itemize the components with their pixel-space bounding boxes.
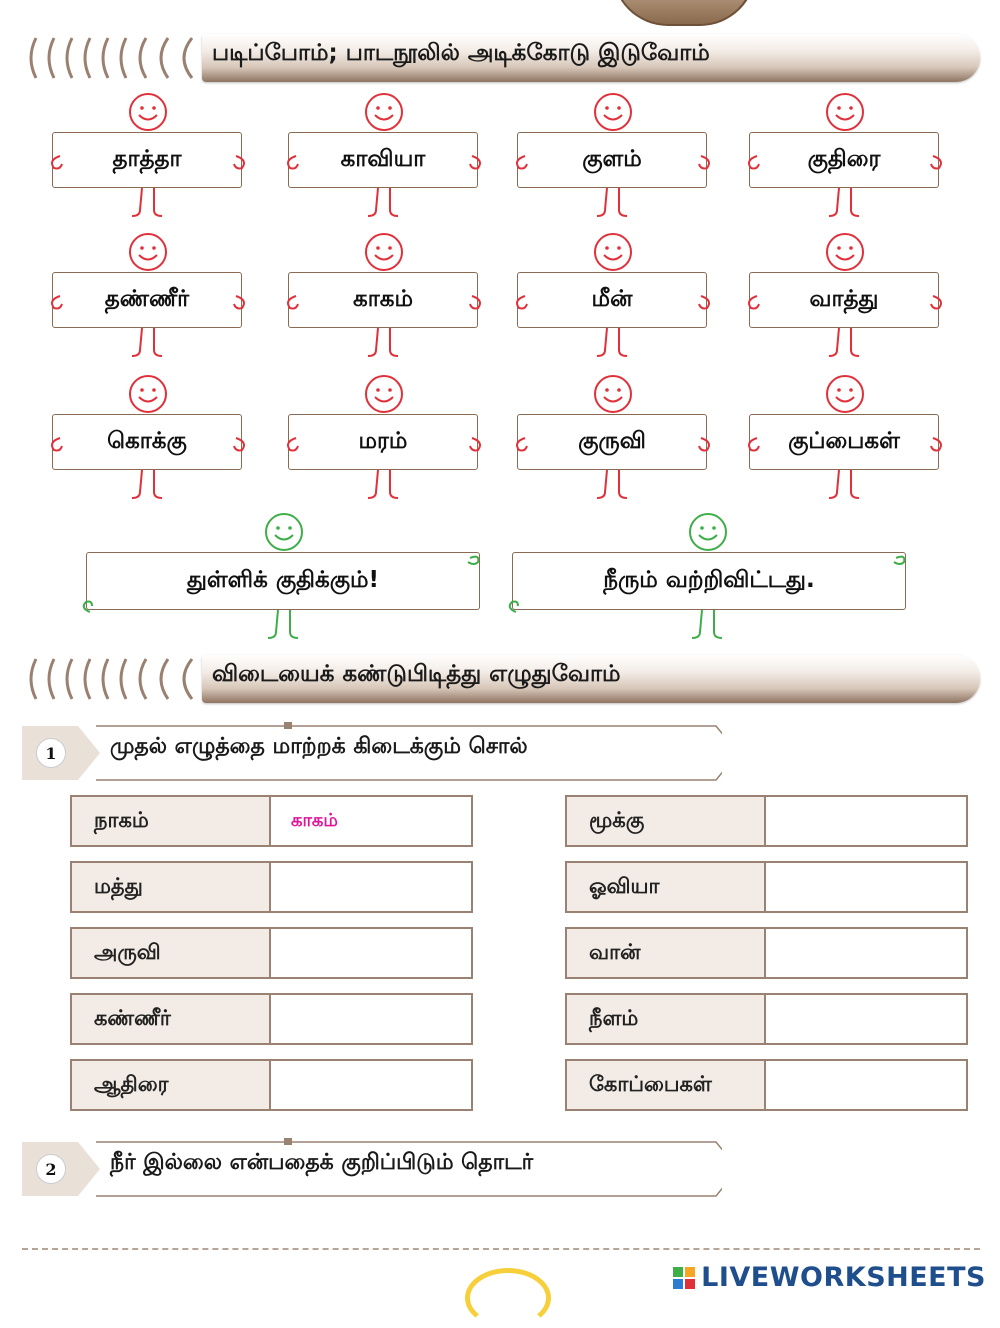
section-banner-read <box>22 34 980 82</box>
legs-icon <box>126 328 170 362</box>
hands-icon <box>278 424 490 464</box>
section-title: படிப்போம்; பாடநூலில் அடிக்கோடு இடுவோம் <box>212 40 710 66</box>
legs-icon <box>823 328 867 362</box>
word-card <box>50 232 250 372</box>
hands-icon <box>42 282 254 322</box>
answer-table-right <box>565 795 968 1125</box>
hands-icon <box>278 142 490 182</box>
table-row <box>565 1059 968 1111</box>
answer-table-left <box>70 795 473 1125</box>
banner-stripes-icon <box>22 34 222 82</box>
smiley-face-icon <box>364 92 404 132</box>
logo-squares-icon <box>673 1267 695 1289</box>
footer-divider <box>22 1248 980 1250</box>
given-word: மத்து <box>94 873 143 898</box>
given-word: அருவி <box>94 939 161 964</box>
word-card <box>747 232 947 372</box>
hands-icon <box>278 282 490 322</box>
word-card <box>515 232 715 372</box>
word-card <box>50 374 250 514</box>
word-text: மரம் <box>358 427 408 454</box>
answer-input-cell[interactable] <box>766 993 968 1045</box>
word-text: தாத்தா <box>112 145 182 172</box>
table-row <box>70 861 473 913</box>
word-card <box>286 92 486 232</box>
given-word-cell <box>70 993 271 1045</box>
given-word: மூக்கு <box>589 807 645 832</box>
hands-icon <box>739 282 951 322</box>
table-row <box>565 861 968 913</box>
table-row <box>70 993 473 1045</box>
given-word: வான் <box>589 939 641 964</box>
legs-icon <box>591 188 635 222</box>
legs-icon <box>823 188 867 222</box>
banner-stripes-icon <box>22 655 222 703</box>
question-2-label <box>22 1138 722 1198</box>
word-text: மீன் <box>591 285 633 312</box>
hands-icon <box>42 424 254 464</box>
given-word-cell <box>565 1059 766 1111</box>
given-word-cell <box>565 861 766 913</box>
hands-icon <box>42 142 254 182</box>
question-1-label <box>22 722 722 782</box>
word-text: குளம் <box>582 145 642 172</box>
table-row <box>70 927 473 979</box>
answer-input-cell[interactable] <box>766 795 968 847</box>
question-number-badge: 2 <box>36 1154 66 1184</box>
given-word: கண்ணீர் <box>94 1005 171 1030</box>
legs-icon <box>126 470 170 504</box>
smiley-face-icon <box>825 374 865 414</box>
word-card <box>286 232 486 372</box>
given-word: நாகம் <box>94 807 149 832</box>
smiley-face-icon <box>364 374 404 414</box>
table-row <box>565 795 968 847</box>
section-title: விடையைக் கண்டுபிடித்து எழுதுவோம் <box>212 661 621 687</box>
answer-input-cell[interactable] <box>766 861 968 913</box>
given-word-cell <box>70 861 271 913</box>
hands-icon <box>739 142 951 182</box>
answer-input-cell[interactable] <box>271 861 473 913</box>
table-row <box>70 795 473 847</box>
hands-icon <box>739 424 951 464</box>
legs-icon <box>362 328 406 362</box>
section-banner-find <box>22 655 980 703</box>
legs-icon <box>686 610 730 644</box>
given-word-cell <box>565 795 766 847</box>
hands-icon <box>507 424 719 464</box>
sentence-text: நீரும் வற்றிவிட்டது. <box>603 566 815 593</box>
answer-input-cell[interactable] <box>271 795 473 847</box>
table-row <box>565 927 968 979</box>
smiley-face-icon <box>825 232 865 272</box>
table-row <box>70 1059 473 1111</box>
smiley-face-icon <box>593 374 633 414</box>
legs-icon <box>591 470 635 504</box>
word-card <box>515 92 715 232</box>
smiley-face-icon <box>128 232 168 272</box>
smiley-face-icon <box>128 92 168 132</box>
given-word-cell <box>565 993 766 1045</box>
logo-text: LIVEWORKSHEETS <box>701 1262 986 1293</box>
sentence-card <box>510 512 910 652</box>
word-card <box>515 374 715 514</box>
word-text: குப்பைகள் <box>788 427 900 454</box>
smiley-face-icon <box>688 512 728 552</box>
word-text: கொக்கு <box>107 427 187 454</box>
given-word-cell <box>70 927 271 979</box>
given-word-cell <box>70 1059 271 1111</box>
word-card <box>747 374 947 514</box>
legs-icon <box>362 470 406 504</box>
word-card <box>747 92 947 232</box>
answer-input-cell[interactable] <box>271 993 473 1045</box>
table-row <box>565 993 968 1045</box>
given-word-cell <box>565 927 766 979</box>
answer-input-cell[interactable] <box>271 927 473 979</box>
page-number-sun-icon <box>465 1268 551 1328</box>
legs-icon <box>126 188 170 222</box>
question-text: நீர் இல்லை என்பதைக் குறிப்பிடும் தொடர் <box>110 1150 534 1175</box>
smiley-face-icon <box>593 232 633 272</box>
given-word: ஆதிரை <box>94 1071 169 1096</box>
answer-input-cell[interactable] <box>766 927 968 979</box>
word-card <box>286 374 486 514</box>
hands-icon <box>507 142 719 182</box>
given-word: கோப்பைகள் <box>589 1071 712 1096</box>
answer-input-cell[interactable] <box>766 1059 968 1111</box>
hands-icon <box>507 282 719 322</box>
smiley-face-icon <box>264 512 304 552</box>
legs-icon <box>591 328 635 362</box>
top-decoration <box>612 0 756 26</box>
word-text: வாத்து <box>809 285 879 312</box>
sentence-text: துள்ளிக் குதிக்கும்! <box>186 566 379 593</box>
word-text: குருவி <box>578 427 646 454</box>
smiley-face-icon <box>364 232 404 272</box>
smiley-face-icon <box>593 92 633 132</box>
word-text: குதிரை <box>807 145 881 172</box>
word-text: தண்ணீர் <box>104 285 190 312</box>
given-word: நீளம் <box>589 1005 639 1030</box>
question-text: முதல் எழுத்தை மாற்றக் கிடைக்கும் சொல் <box>110 734 528 759</box>
legs-icon <box>823 470 867 504</box>
liveworksheets-logo[interactable] <box>673 1262 986 1293</box>
legs-icon <box>362 188 406 222</box>
sentence-card <box>84 512 484 652</box>
word-text: காவியா <box>340 145 426 172</box>
smiley-face-icon <box>128 374 168 414</box>
given-word-cell <box>70 795 271 847</box>
word-card <box>50 92 250 232</box>
legs-icon <box>262 610 306 644</box>
word-text: காகம் <box>353 285 413 312</box>
question-number-badge: 1 <box>36 738 66 768</box>
smiley-face-icon <box>825 92 865 132</box>
given-word: ஓவியா <box>589 873 660 898</box>
answer-input-cell[interactable] <box>271 1059 473 1111</box>
answer-text: காகம் <box>291 809 338 831</box>
